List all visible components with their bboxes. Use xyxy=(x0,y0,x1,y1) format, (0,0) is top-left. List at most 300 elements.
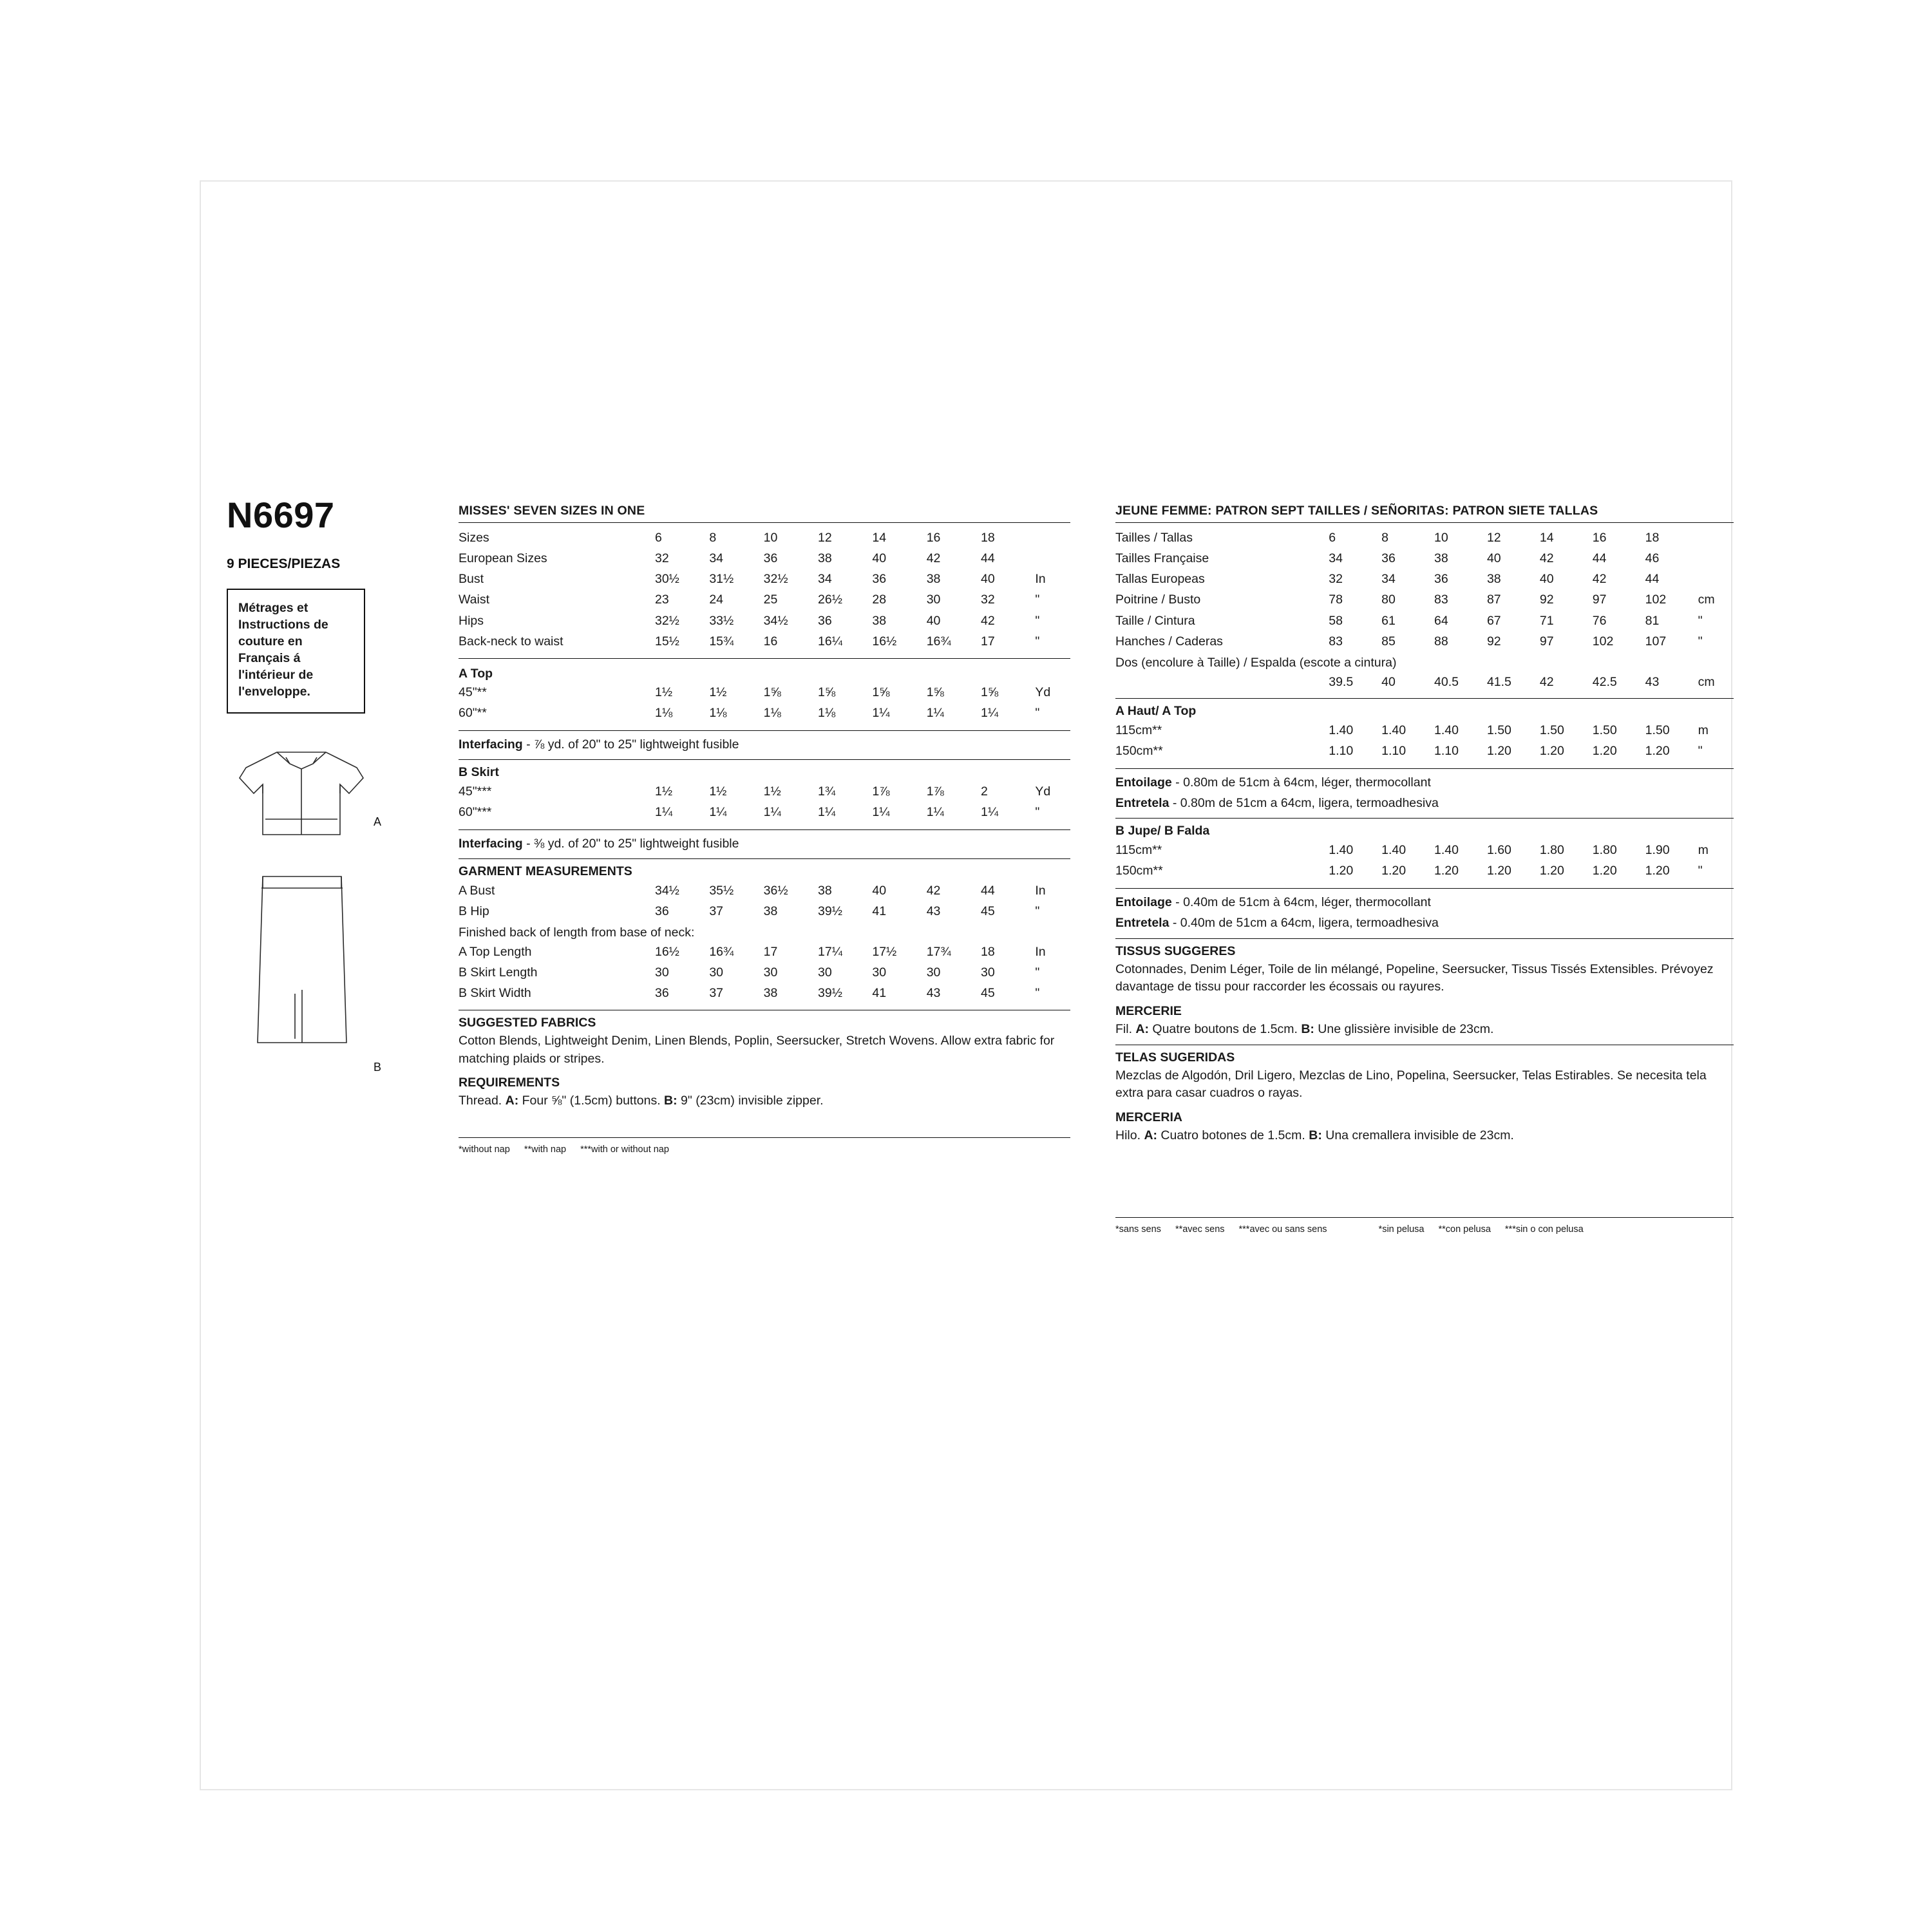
row-value: 40 xyxy=(872,883,887,898)
row-value: 40 xyxy=(872,551,887,565)
piece-count: 9 PIECES/PIEZAS xyxy=(227,556,341,571)
table-row xyxy=(1115,590,1734,611)
divider xyxy=(1115,768,1734,769)
metric-size-table xyxy=(1115,527,1734,652)
row-value: 6 xyxy=(654,530,662,545)
row-value: 36 xyxy=(763,551,778,565)
merceria-text xyxy=(1115,1127,1734,1145)
row-value: 76 xyxy=(1592,613,1607,628)
row-unit xyxy=(1035,527,1070,548)
b-skirt-interfacing xyxy=(459,835,1070,853)
row-unit xyxy=(1698,527,1734,548)
row-value: 46 xyxy=(1645,551,1660,565)
row-value: 1½ xyxy=(709,685,727,699)
row-value: 1.40 xyxy=(1381,723,1406,737)
row-value: 1.40 xyxy=(1329,842,1354,857)
row-label: A Top Length xyxy=(459,944,532,959)
a-haut-entoilage-text: - 0.80m de 51cm à 64cm, léger, thermocollant xyxy=(1171,775,1431,790)
row-value: 18 xyxy=(981,944,995,959)
row-value: 35½ xyxy=(709,883,734,898)
table-row xyxy=(1115,527,1734,548)
row-value: 16½ xyxy=(654,944,679,959)
footnote-1: *without nap xyxy=(459,1144,510,1155)
row-value: 32½ xyxy=(763,572,788,586)
row-unit xyxy=(1698,569,1734,590)
row-value: 1⅞ xyxy=(872,784,890,799)
row-label: B Hip xyxy=(459,904,489,918)
row-value: 83 xyxy=(1329,634,1343,649)
row-value: 34 xyxy=(709,551,724,565)
row-label: 45"** xyxy=(459,685,487,699)
row-value: 1⅝ xyxy=(763,685,781,699)
merceria-prefix: Hilo. xyxy=(1115,1128,1144,1142)
row-unit: In xyxy=(1035,883,1046,898)
row-value: 16¾ xyxy=(926,634,951,649)
row-label: 150cm** xyxy=(1115,744,1163,759)
row-value: 25 xyxy=(763,592,778,607)
row-value: 1⅝ xyxy=(872,685,890,699)
row-value: 107 xyxy=(1645,634,1667,649)
row-value: 1.40 xyxy=(1329,723,1354,737)
row-label: Tailles Française xyxy=(1115,551,1209,565)
row-value: 36 xyxy=(818,613,832,628)
row-value: 36 xyxy=(1381,551,1396,565)
row-value: 1.20 xyxy=(1539,864,1564,878)
row-value: 12 xyxy=(818,530,832,545)
row-value: 34½ xyxy=(654,883,679,898)
divider xyxy=(459,858,1070,859)
table-row xyxy=(1115,569,1734,590)
table-row xyxy=(459,802,1070,823)
row-value: 1.20 xyxy=(1486,744,1511,759)
row-value: 38 xyxy=(818,551,832,565)
row-label: B Skirt Length xyxy=(459,965,538,980)
row-unit: " xyxy=(1035,592,1040,607)
row-label: 115cm** xyxy=(1115,723,1162,737)
requirements-heading: REQUIREMENTS xyxy=(459,1075,560,1090)
row-value: 30 xyxy=(981,965,995,980)
row-value: 64 xyxy=(1434,613,1448,628)
french-spanish-footnotes xyxy=(1115,1224,1734,1235)
row-value: 40 xyxy=(926,613,941,628)
row-value: 1.40 xyxy=(1434,842,1459,857)
row-value: 38 xyxy=(818,883,832,898)
b-jupe-yardage-table xyxy=(1115,840,1734,882)
french-spanish-title: JEUNE FEMME: PATRON SEPT TAILLES / SEÑORITAS: PATRON SIETE TALLAS xyxy=(1115,504,1734,523)
row-unit: m xyxy=(1698,723,1709,737)
row-value: 40 xyxy=(1381,674,1396,689)
table-row xyxy=(1115,720,1734,741)
row-value: 42 xyxy=(1539,551,1554,565)
row-label: Taille / Cintura xyxy=(1115,613,1195,628)
row-value: 1¼ xyxy=(709,805,727,820)
skirt-b-line-drawing xyxy=(227,867,381,1061)
row-value: 1.20 xyxy=(1645,744,1670,759)
table-row xyxy=(1115,631,1734,652)
row-value: 1⅛ xyxy=(818,706,836,721)
row-value: 1¼ xyxy=(981,805,999,820)
row-label: European Sizes xyxy=(459,551,547,565)
divider xyxy=(1115,818,1734,819)
divider xyxy=(1115,698,1734,699)
divider xyxy=(459,730,1070,731)
row-value: 97 xyxy=(1539,634,1554,649)
row-label: B Skirt Width xyxy=(459,986,531,1001)
row-label: Bust xyxy=(459,572,484,586)
row-value: 45 xyxy=(981,904,995,918)
mercerie-b-text: Une glissière invisible de 23cm. xyxy=(1314,1021,1494,1036)
illustration-b-label: B xyxy=(374,1060,382,1074)
row-label: 45"*** xyxy=(459,784,492,799)
row-value: 1.80 xyxy=(1592,842,1617,857)
row-value: 17½ xyxy=(872,944,897,959)
garment-measurements-heading: GARMENT MEASUREMENTS xyxy=(459,864,632,879)
row-value: 34 xyxy=(818,572,832,586)
row-label: Tailles / Tallas xyxy=(1115,530,1193,545)
row-label: A Bust xyxy=(459,883,495,898)
row-value: 38 xyxy=(1434,551,1448,565)
merceria-b-label: B: xyxy=(1309,1128,1322,1142)
garment-measurements-table xyxy=(459,880,1070,922)
merceria-a-label: A: xyxy=(1144,1128,1158,1142)
row-value: 32 xyxy=(654,551,669,565)
requirements-a-label: A: xyxy=(505,1094,519,1108)
row-value: 39½ xyxy=(818,904,842,918)
row-value: 34½ xyxy=(763,613,788,628)
table-row xyxy=(459,781,1070,802)
row-unit: " xyxy=(1035,904,1040,918)
row-value: 88 xyxy=(1434,634,1448,649)
english-size-table xyxy=(459,527,1070,652)
row-value: 23 xyxy=(654,592,669,607)
a-haut-entoilage xyxy=(1115,773,1734,791)
row-label: Tallas Europeas xyxy=(1115,572,1205,586)
row-value: 1.40 xyxy=(1381,842,1406,857)
b-jupe-entoilage-text: - 0.40m de 51cm à 64cm, léger, thermocollant xyxy=(1171,895,1431,909)
mercerie-heading: MERCERIE xyxy=(1115,1003,1182,1018)
row-value: 17 xyxy=(763,944,778,959)
row-label: 60"** xyxy=(459,706,487,721)
row-value: 92 xyxy=(1539,592,1554,607)
row-value: 1¼ xyxy=(654,805,673,820)
row-value: 33½ xyxy=(709,613,734,628)
row-value: 1⅝ xyxy=(818,685,836,699)
table-row xyxy=(459,683,1070,703)
row-value: 81 xyxy=(1645,613,1660,628)
divider xyxy=(459,658,1070,659)
row-label xyxy=(1115,672,1329,692)
row-unit xyxy=(1698,548,1734,569)
merceria-b-text: Una cremallera invisible de 23cm. xyxy=(1321,1128,1514,1142)
b-skirt-interfacing-text: - ⅜ yd. of 20" to 25" lightweight fusible xyxy=(522,836,739,851)
row-value: 30 xyxy=(818,965,832,980)
footnote-es-3: ***sin o con pelusa xyxy=(1504,1224,1584,1235)
row-value: 1¼ xyxy=(981,706,999,721)
row-value: 2 xyxy=(981,784,988,799)
mercerie-a-label: A: xyxy=(1135,1021,1149,1036)
row-unit xyxy=(1035,548,1070,569)
english-column xyxy=(459,504,1070,1155)
table-row xyxy=(459,901,1070,922)
row-value: 38 xyxy=(763,904,778,918)
row-value: 1.20 xyxy=(1329,864,1354,878)
top-a-line-drawing xyxy=(227,738,381,854)
row-unit: " xyxy=(1035,706,1040,721)
table-row xyxy=(1115,741,1734,762)
row-unit: " xyxy=(1698,634,1703,649)
divider xyxy=(1115,888,1734,889)
row-value: 1⅛ xyxy=(763,706,781,721)
row-value: 83 xyxy=(1434,592,1448,607)
row-value: 42.5 xyxy=(1592,674,1617,689)
tissus-heading: TISSUS SUGGERES xyxy=(1115,943,1236,958)
row-value: 24 xyxy=(709,592,724,607)
row-value: 16¼ xyxy=(818,634,842,649)
back-neck-label: Dos (encolure à Taille) / Espalda (escote a cintura) xyxy=(1115,655,1397,670)
row-value: 30 xyxy=(872,965,887,980)
row-value: 42 xyxy=(1539,674,1554,689)
table-row xyxy=(459,631,1070,652)
a-top-yardage-table xyxy=(459,683,1070,724)
requirements-a-text: Four ⅝" (1.5cm) buttons. xyxy=(518,1094,665,1108)
row-label: Sizes xyxy=(459,530,489,545)
row-value: 6 xyxy=(1329,530,1336,545)
footnote-fr-3: ***avec ou sans sens xyxy=(1238,1224,1327,1235)
row-value: 1¼ xyxy=(872,706,890,721)
telas-heading: TELAS SUGERIDAS xyxy=(1115,1050,1235,1065)
requirements-text xyxy=(459,1092,1070,1110)
row-value: 39.5 xyxy=(1329,674,1354,689)
english-footnotes xyxy=(459,1144,1070,1155)
identity-column xyxy=(227,495,420,1074)
table-row xyxy=(459,703,1070,724)
row-value: 1.50 xyxy=(1592,723,1617,737)
footnote-es-2: **con pelusa xyxy=(1438,1224,1491,1235)
row-value: 38 xyxy=(872,613,887,628)
illustration-top-a xyxy=(227,738,381,857)
row-value: 1.20 xyxy=(1539,744,1564,759)
row-label: Waist xyxy=(459,592,490,607)
row-value: 39½ xyxy=(818,986,842,1001)
footnote-es-1: *sin pelusa xyxy=(1378,1224,1425,1235)
row-unit: In xyxy=(1035,944,1046,959)
row-unit: m xyxy=(1698,842,1709,857)
row-value: 28 xyxy=(872,592,887,607)
row-value: 42 xyxy=(926,551,941,565)
table-row xyxy=(459,527,1070,548)
table-row xyxy=(1115,611,1734,631)
row-unit: cm xyxy=(1698,674,1715,689)
mercerie-prefix: Fil. xyxy=(1115,1021,1136,1036)
row-value: 40 xyxy=(1539,572,1554,586)
row-unit: " xyxy=(1698,613,1703,628)
finished-length-note: Finished back of length from base of neck: xyxy=(459,925,695,940)
row-value: 12 xyxy=(1486,530,1501,545)
row-label: 115cm** xyxy=(1115,842,1162,857)
row-value: 1¼ xyxy=(872,805,890,820)
table-row xyxy=(459,611,1070,631)
row-value: 16 xyxy=(1592,530,1607,545)
b-jupe-entoilage xyxy=(1115,893,1734,911)
row-value: 85 xyxy=(1381,634,1396,649)
row-value: 37 xyxy=(709,904,724,918)
a-top-interfacing-label: Interfacing xyxy=(459,737,523,752)
row-value: 32 xyxy=(981,592,995,607)
row-value: 17¾ xyxy=(926,944,951,959)
merceria-a-text: Cuatro botones de 1.5cm. xyxy=(1157,1128,1309,1142)
footnote-fr-1: *sans sens xyxy=(1115,1224,1161,1235)
row-value: 10 xyxy=(763,530,778,545)
b-skirt-heading: B Skirt xyxy=(459,765,499,780)
row-value: 32 xyxy=(1329,572,1343,586)
row-value: 15¾ xyxy=(709,634,734,649)
row-unit: " xyxy=(1035,805,1040,820)
row-value: 14 xyxy=(1539,530,1554,545)
row-value: 1.20 xyxy=(1381,864,1406,878)
row-value: 15½ xyxy=(654,634,679,649)
a-top-heading: A Top xyxy=(459,666,493,681)
row-unit: " xyxy=(1035,986,1040,1001)
merceria-heading: MERCERIA xyxy=(1115,1110,1183,1124)
table-row xyxy=(459,590,1070,611)
row-value: 16¾ xyxy=(709,944,734,959)
pattern-envelope-back xyxy=(200,180,1732,1790)
row-value: 44 xyxy=(1645,572,1660,586)
row-value: 1¼ xyxy=(763,805,781,820)
row-value: 1.50 xyxy=(1645,723,1670,737)
footnote-fr-2: **avec sens xyxy=(1175,1224,1225,1235)
row-label: 150cm** xyxy=(1115,864,1163,878)
row-value: 36½ xyxy=(763,883,788,898)
table-row xyxy=(1115,548,1734,569)
divider xyxy=(1115,1217,1734,1218)
row-value: 30 xyxy=(926,592,941,607)
divider xyxy=(1115,938,1734,939)
row-unit: Yd xyxy=(1035,685,1051,699)
english-title: MISSES' SEVEN SIZES IN ONE xyxy=(459,504,1070,523)
row-value: 1⅞ xyxy=(926,784,944,799)
row-value: 17 xyxy=(981,634,995,649)
table-row xyxy=(1115,840,1734,860)
row-value: 16 xyxy=(926,530,941,545)
row-unit: " xyxy=(1035,634,1040,649)
row-value: 16½ xyxy=(872,634,897,649)
row-value: 1¼ xyxy=(926,805,944,820)
row-value: 1.50 xyxy=(1539,723,1564,737)
row-value: 31½ xyxy=(709,572,734,586)
row-value: 1.20 xyxy=(1592,864,1617,878)
mercerie-b-label: B: xyxy=(1301,1021,1314,1036)
a-haut-heading: A Haut/ A Top xyxy=(1115,704,1197,719)
back-neck-table xyxy=(1115,672,1734,692)
table-row xyxy=(459,548,1070,569)
row-value: 41 xyxy=(872,986,887,1001)
row-unit: " xyxy=(1035,613,1040,628)
row-value: 1½ xyxy=(709,784,727,799)
row-value: 40.5 xyxy=(1434,674,1459,689)
row-value: 61 xyxy=(1381,613,1396,628)
telas-text: Mezclas de Algodón, Dril Ligero, Mezclas de Lino, Popelina, Seersucker, Telas Estirables. Se necesita tela extra para casar cuadros o rayas. xyxy=(1115,1068,1707,1101)
mercerie-text xyxy=(1115,1021,1734,1039)
row-value: 44 xyxy=(981,551,995,565)
row-value: 42 xyxy=(981,613,995,628)
row-value: 71 xyxy=(1539,613,1554,628)
row-value: 1.60 xyxy=(1486,842,1511,857)
divider xyxy=(459,1137,1070,1138)
suggested-fabrics-heading: SUGGESTED FABRICS xyxy=(459,1015,596,1030)
row-value: 44 xyxy=(981,883,995,898)
french-spanish-column xyxy=(1115,504,1734,1235)
b-jupe-heading: B Jupe/ B Falda xyxy=(1115,824,1210,838)
row-value: 8 xyxy=(1381,530,1388,545)
row-value: 97 xyxy=(1592,592,1607,607)
french-instructions-box: Métrages et Instructions de couture en Français á l'intérieur de l'enveloppe. xyxy=(227,589,365,714)
row-value: 1.20 xyxy=(1645,864,1670,878)
row-value: 1.40 xyxy=(1434,723,1459,737)
b-jupe-entoilage-label: Entoilage xyxy=(1115,895,1172,909)
row-value: 1.20 xyxy=(1592,744,1617,759)
row-unit: In xyxy=(1035,572,1046,586)
table-row xyxy=(459,983,1070,1004)
a-haut-yardage-table xyxy=(1115,720,1734,762)
a-top-interfacing xyxy=(459,735,1070,753)
row-unit: " xyxy=(1035,965,1040,980)
row-value: 16 xyxy=(763,634,778,649)
row-value: 10 xyxy=(1434,530,1448,545)
row-value: 1.10 xyxy=(1381,744,1406,759)
row-value: 1¼ xyxy=(818,805,836,820)
b-jupe-entretela xyxy=(1115,914,1734,932)
illustration-skirt-b xyxy=(227,867,382,1074)
row-value: 36 xyxy=(872,572,887,586)
row-value: 45 xyxy=(981,986,995,1001)
footnote-3: ***with or without nap xyxy=(580,1144,669,1155)
row-unit: Yd xyxy=(1035,784,1051,799)
a-haut-entretela-label: Entretela xyxy=(1115,796,1170,811)
row-value: 58 xyxy=(1329,613,1343,628)
b-jupe-entretela-label: Entretela xyxy=(1115,916,1170,931)
row-value: 42 xyxy=(926,883,941,898)
row-value: 1⅛ xyxy=(709,706,727,721)
row-label: Back-neck to waist xyxy=(459,634,564,649)
row-value: 1.80 xyxy=(1539,842,1564,857)
row-value: 30 xyxy=(709,965,724,980)
row-value: 1.20 xyxy=(1486,864,1511,878)
suggested-fabrics-text: Cotton Blends, Lightweight Denim, Linen Blends, Poplin, Seersucker, Stretch Wovens. Allow extra fabric for matching plaids or stripes. xyxy=(459,1033,1055,1066)
row-value: 36 xyxy=(654,904,669,918)
row-value: 30½ xyxy=(654,572,679,586)
row-value: 1⅛ xyxy=(654,706,673,721)
row-value: 38 xyxy=(926,572,941,586)
row-value: 41 xyxy=(872,904,887,918)
row-value: 1.50 xyxy=(1486,723,1511,737)
table-row xyxy=(459,880,1070,901)
row-value: 80 xyxy=(1381,592,1396,607)
row-value: 67 xyxy=(1486,613,1501,628)
row-value: 43 xyxy=(1645,674,1660,689)
row-value: 34 xyxy=(1381,572,1396,586)
row-value: 1½ xyxy=(763,784,781,799)
row-value: 1⅝ xyxy=(981,685,999,699)
row-value: 30 xyxy=(654,965,669,980)
row-value: 1½ xyxy=(654,784,673,799)
pattern-number: N6697 xyxy=(227,495,335,535)
row-value: 18 xyxy=(981,530,995,545)
tissus-text: Cotonnades, Denim Léger, Toile de lin mélangé, Popeline, Seersucker, Tissus Tissés Extensibles. Prévoyez davantage de tissu pour raccorder les écossais ou rayures. xyxy=(1115,961,1714,994)
b-jupe-entretela-text: - 0.40m de 51cm a 64cm, ligera, termoadhesiva xyxy=(1169,916,1439,931)
row-value: 1¼ xyxy=(926,706,944,721)
row-value: 43 xyxy=(926,904,941,918)
